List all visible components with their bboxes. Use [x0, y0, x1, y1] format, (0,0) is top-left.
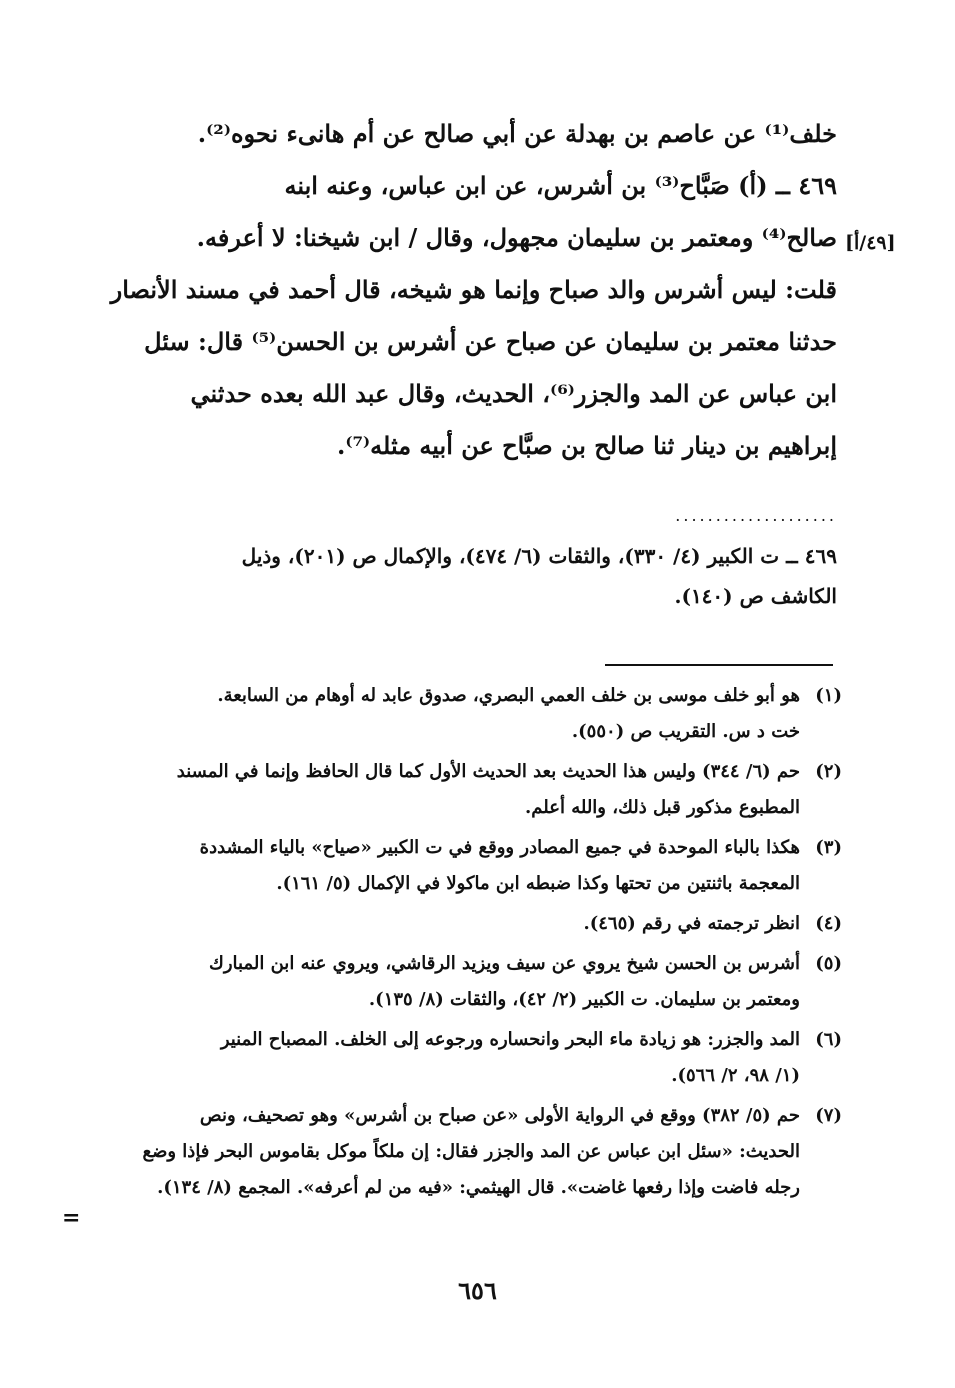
source-line: ٤٦٩ ــ ت الكبير (٤/ ٣٣٠)، والثقات (٦/ ٤٧٤)، والإكمال ص (٢٠١)، وذيل [241, 544, 837, 568]
footnote-line: المد والجزر: هو زيادة ماء البحر وانحساره ورجوعه إلى الخلف. المصباح المنير [220, 1029, 800, 1050]
main-text [107, 108, 837, 472]
footnote-line: حم (٦/ ٣٤٤) وليس هذا الحديث بعد الحديث الأول كما قال الحافظ وإنما في المسند [176, 761, 800, 782]
manuscript-folio-marker: [٤٩/أ] [845, 232, 896, 254]
footnote-number: (٣) [815, 837, 842, 858]
footnote-line: حم (٥/ ٣٨٢) ووقع في الرواية الأولى «عن صباح بن أشرس» وهو تصحيف، ونص [199, 1105, 800, 1126]
footnote-line: هو أبو خلف موسى بن خلف العمي البصري، صدوق عابد له أوهام من السابعة. [217, 685, 800, 706]
footnote [107, 678, 842, 750]
main-line: ابن عباس عن المد والجزر⁽⁶⁾، الحديث، وقال عبد الله بعده حدثني [190, 379, 837, 408]
footnote [107, 830, 842, 902]
footnote-line: ومعتمر بن سليمان. ت الكبير (٢/ ٤٢)، والثقات (٨/ ١٣٥). [368, 989, 800, 1010]
footnote [107, 946, 842, 1018]
footnote-line: المطبوع مذكور قبل ذلك، والله أعلم. [525, 797, 800, 818]
footnote [107, 754, 842, 826]
main-line: حدثنا معتمر بن سليمان عن صباح عن أشرس بن الحسن⁽⁵⁾ قال: سئل [144, 327, 837, 356]
footnote-line: خت د س. التقريب ص (٥٥٠). [571, 721, 800, 742]
footnote-number: (٤) [815, 913, 842, 934]
page-number: ٦٥٦ [458, 1276, 497, 1305]
main-line: ٤٦٩ ــ (أ) صَبَّاح⁽³⁾ بن أشرس، عن ابن عباس، وعنه ابنه [284, 171, 837, 200]
continuation-mark: = [62, 1205, 81, 1231]
footnote-number: (٧) [815, 1105, 842, 1126]
footnote [107, 906, 842, 942]
source-line: الكاشف ص (١٤٠). [674, 584, 837, 608]
footnote-line: انظر ترجمته في رقم (٤٦٥). [583, 913, 800, 934]
footnotes [107, 678, 842, 1210]
footnote-line: هكذا بالباء الموحدة في جميع المصادر ووقع في ت الكبير «صياح» بالياء المشددة [199, 837, 800, 858]
footnote-line: أشرس بن الحسن شيخ يروي عن سيف ويزيد الرقاشي، ويروي عنه ابن المبارك [209, 953, 800, 974]
footnote [107, 1022, 842, 1094]
main-line: قلت: ليس أشرس والد صباح وإنما هو شيخه، قال أحمد في مسند الأنصار [110, 275, 837, 304]
footnote-number: (٦) [815, 1029, 842, 1050]
footnote [107, 1098, 842, 1206]
footnote-rule [605, 664, 833, 666]
source-references [107, 536, 837, 616]
footnote-line: رجله فاضت وإذا رفعها غاضت». قال الهيثمي: «فيه من لم أعرفه». المجمع (٨/ ١٣٤). [157, 1177, 800, 1198]
main-line: خلف⁽¹⁾ عن عاصم بن بهدلة عن أبي صالح عن أم هانىء نحوه⁽²⁾. [197, 119, 837, 148]
main-line: إبراهيم بن دينار ثنا صالح بن صبَّاح عن أبيه مثله⁽⁷⁾. [336, 431, 837, 460]
footnote-line: الحديث: «سئل ابن عباس عن المد والجزر فقال: إن ملكاً موكل بقاموس البحر فإذا وضع [142, 1141, 800, 1162]
section-separator-dots: .................... [675, 506, 837, 525]
footnote-line: المعجمة باثنتين من تحتها وكذا ضبطه ابن ماكولا في الإكمال (٥/ ١٦١). [276, 873, 800, 894]
main-line: صالح⁽⁴⁾ ومعتمر بن سليمان مجهول، وقال / ابن شيخنا: لا أعرفه. [196, 223, 837, 252]
footnote-number: (١) [815, 685, 842, 706]
footnote-number: (٢) [815, 761, 842, 782]
footnote-number: (٥) [815, 953, 842, 974]
footnote-line: (١/ ٩٨، ٢/ ٥٦٦). [671, 1065, 800, 1086]
